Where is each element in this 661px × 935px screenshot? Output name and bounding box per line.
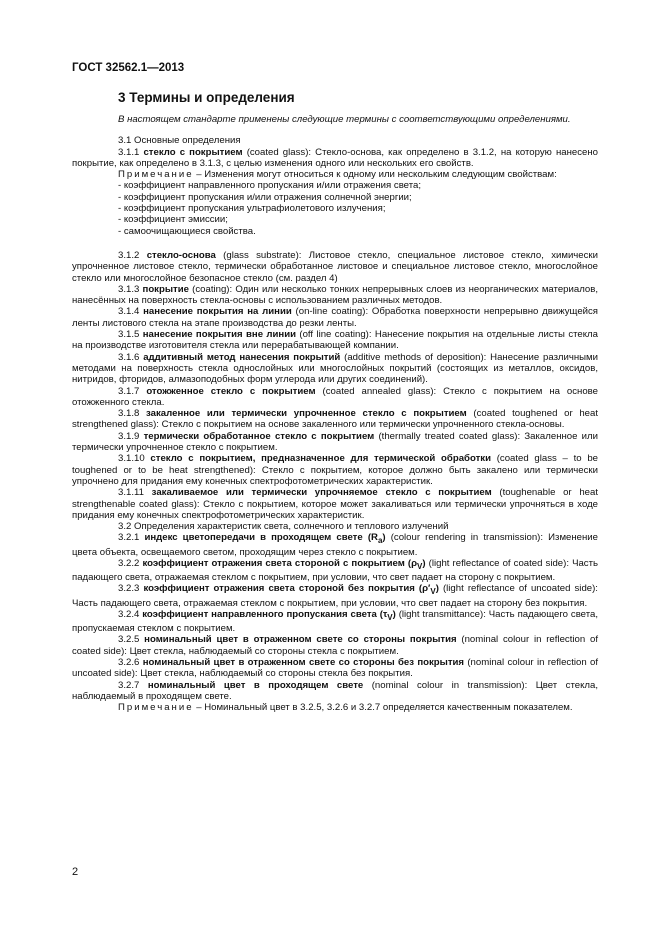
term-3-1-1: 3.1.1 стекло с покрытием (coated glass): Стекло-основа, как определено в 3.1.2, на которую нанесено покрытие, как определено в 3.1.3, с целью изменения одного или нескольких его свойств. xyxy=(72,146,598,169)
note-paragraph: Примечание – Номинальный цвет в 3.2.5, 3.2.6 и 3.2.7 определяется качественным показателем. xyxy=(118,702,573,714)
document-header: ГОСТ 32562.1—2013 xyxy=(72,62,185,74)
subsection-heading: 3.2 Определения характеристик света, солнечного и теплового излучений xyxy=(118,521,449,533)
term-3-2-3: 3.2.3 коэффициент отражения света стороной без покрытия $(\rho'_V)$ (light reflectance of uncoated side): Часть падающего света, отражаемая стеклом с покрытием, при условии, что свет падает на сторону без покрытия. xyxy=(72,583,598,609)
term-3-1-7: 3.1.7 отожженное стекло с покрытием (coated annealed glass): Стекло с покрытием на основе отожженного стекла. xyxy=(72,385,599,408)
term-3-1-4: 3.1.4 нанесение покрытия на линии (on-line coating): Обработка поверхности непрерывно движущейся ленты листового стекла на этапе производства до резки ленты. xyxy=(72,306,599,329)
list-item: - коэффициент направленного пропускания и/или отражения света; xyxy=(118,180,421,192)
list-item: - коэффициент пропускания и/или отражения солнечной энергии; xyxy=(118,191,412,203)
section-title: 3 Термины и определения xyxy=(118,90,295,105)
term-3-1-5: 3.1.5 нанесение покрытия вне линии (off line coating): Нанесение покрытия на отдельные листы стекла на производстве изготовителя стекла или перерабатывающей компании. xyxy=(72,329,598,352)
note-paragraph: Примечание – Изменения могут относиться к одному или нескольким следующим свойствам: xyxy=(118,169,557,181)
term-3-2-2: 3.2.2 коэффициент отражения света стороной с покрытием $(\rho_V)$ (light reflectance of coated side): Часть падающего света, отражаемая стеклом с покрытием, при условии, что свет падает на сторону с покрытием. xyxy=(72,557,598,584)
term-3-2-5: 3.2.5 номинальный цвет в отраженном свете со стороны покрытия (nominal colour in reflection of coated side): Цвет стекла, наблюдаемый со стороны стекла с покрытием. xyxy=(72,634,598,657)
term-3-2-1: 3.2.1 индекс цветопередачи в проходящем свете $(R_a)$ (colour rendering in transmission): Изменение цвета объекта, освещаемого светом, проходящим через стекло с покрытием. xyxy=(72,532,598,558)
document-body xyxy=(72,114,598,713)
list-item: - самоочищающиеся свойства. xyxy=(118,225,256,237)
term-3-1-3: 3.1.3 покрытие (coating): Один или несколько тонких непрерывных слоев из неорганических материалов, нанесённых на поверхность стекла-основы с использованием различных методов. xyxy=(72,283,598,307)
subsection-heading: 3.1 Основные определения xyxy=(118,135,241,147)
property-list xyxy=(72,180,598,236)
page-number: 2 xyxy=(72,866,79,878)
intro-paragraph: В настоящем стандарте применены следующие термины с соответствующими определениями. xyxy=(118,114,571,125)
term-3-1-6: 3.1.6 аддитивный метод нанесения покрытий (additive methods of deposition): Нанесение различными методами на поверхность стекла однослойных или многослойных покрытий (состоящих из металлов, оксидов, нитридов, фторидов, алмазоподобных форм углерода или других соединений). xyxy=(72,351,598,386)
list-item: - коэффициент пропускания ультрафиолетового излучения; xyxy=(118,203,386,215)
term-3-1-9: 3.1.9 термически обработанное стекло с покрытием (thermally treated coated glass): Закаленное или термически упрочненное стекло с покрытием. xyxy=(72,430,598,454)
term-3-2-7: 3.2.7 номинальный цвет в проходящем свете (nominal colour in transmission): Цвет стекла, наблюдаемый в проходящем свете. xyxy=(72,679,598,702)
term-3-2-6: 3.2.6 номинальный цвет в отраженном свете со стороны без покрытия (nominal colour in reflection of uncoated side): Цвет стекла, наблюдаемый со стороны стекла без покрытия. xyxy=(72,656,598,680)
list-item: - коэффициент эмиссии; xyxy=(118,214,228,226)
term-3-1-10: 3.1.10 стекло с покрытием, предназначенное для термической обработки (coated glass – to be toughened or to be heat strengthened): Стекло с покрытием, которое должно быть закалено или термически упрочнено для придания ему конечных спектрофотометрических характеристик. xyxy=(72,453,598,487)
term-3-1-2: 3.1.2 стекло-основа (glass substrate): Листовое стекло, специальное листовое стекло, химически упрочненное листовое стекло, термически обработанное листовое и специальное листовое стекло, многослойное стекло или многослойное безопасное стекло (см. раздел 4) xyxy=(72,249,598,284)
term-3-1-8: 3.1.8 закаленное или термически упрочненное стекло с покрытием (coated toughened or heat strengthened glass): Стекло с покрытием на основе закаленного или термически упрочненного стекла-основы. xyxy=(72,408,598,431)
term-3-1-11: 3.1.11 закаливаемое или термически упрочняемое стекло с покрытием (toughenable or heat strengthenable coated glass): Стекло с покрытием, которое может закаливаться или термически упрочняться в ходе придания ему конечных спектрофотометрических характеристик. xyxy=(72,487,598,521)
term-3-2-4: 3.2.4 коэффициент направленного пропускания света $(\tau_V)$ (light transmittance): Часть падающего света, пропускаемая стеклом с покрытием. xyxy=(72,608,598,635)
